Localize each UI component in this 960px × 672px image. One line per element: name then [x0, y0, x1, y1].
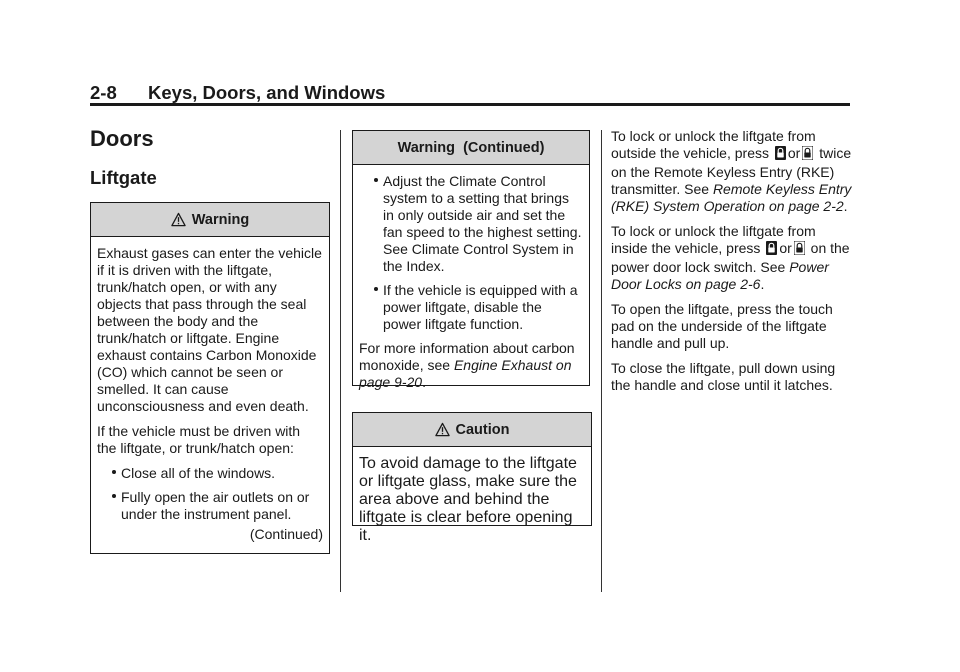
body-text: . [760, 276, 765, 292]
warning-bullet: Close all of the windows. [97, 465, 323, 482]
cross-reference-link[interactable]: Power Door Locks on page 2-6 [611, 259, 829, 292]
lock-icon [766, 241, 777, 259]
chapter-title: Keys, Doors, and Windows [148, 82, 386, 103]
cross-reference-link[interactable]: Engine Exhaust on page 9-20 [359, 357, 572, 390]
warning-continued-header: Warning (Continued) [353, 131, 589, 165]
body-paragraph [611, 128, 853, 215]
body-text: To lock or unlock the liftgate from inside the vehicle, press [611, 223, 816, 256]
caution-text: To avoid damage to the liftgate or liftgate glass, make sure the area above and behind the liftgate is clear before opening it. [359, 455, 577, 544]
warning-bullet: If the vehicle is equipped with a power liftgate, disable the power liftgate function. [359, 282, 583, 333]
info-end: . [422, 374, 426, 390]
body-text: To lock or unlock the liftgate from outside the vehicle, press [611, 128, 816, 161]
body-text: on the power door lock switch. See [611, 240, 850, 275]
caution-box-body [353, 447, 591, 557]
warning-paragraph: If the vehicle must be driven with the liftgate, or trunk/hatch open: [97, 423, 301, 456]
column-3 [611, 128, 853, 402]
cross-reference-link[interactable]: Remote Keyless Entry (RKE) System Operation on page 2-2 [611, 181, 852, 214]
unlock-icon [802, 146, 813, 164]
warning-box-body [91, 237, 329, 547]
caution-title: Caution [455, 422, 510, 438]
caution-box-header [353, 413, 591, 447]
warning-paragraph: Exhaust gases can enter the vehicle if it is driven with the liftgate, trunk/hatch open, or with any objects that pass through the seal between the body and the trunk/hatch or liftgate. Engine exhaust contains Carbon Monoxide (CO) which cannot be seen or smelled. It can cause unconsciousness and even death. [97, 245, 322, 414]
warning-box-header [91, 203, 329, 237]
body-paragraph: To close the liftgate, pull down using the handle and close until it latches. [611, 360, 836, 393]
unlock-icon [794, 241, 805, 259]
warning-continued-body [353, 165, 589, 403]
warning-title: Warning [191, 212, 250, 228]
column-divider [601, 130, 602, 592]
warning-bullet: Fully open the air outlets on or under the instrument panel. [97, 489, 323, 523]
column-2 [352, 130, 590, 390]
subsection-title: Liftgate [90, 167, 157, 188]
continued-label: (Continued) [249, 526, 323, 542]
warning-continued-box [352, 130, 590, 390]
or-text: or [779, 240, 792, 256]
warning-bullet-list [359, 173, 583, 333]
info-text: For more information about carbon monoxide, see [359, 340, 575, 373]
column-divider [340, 130, 341, 592]
page-number: 2-8 [90, 82, 117, 103]
body-text: . [843, 198, 848, 214]
caution-box [352, 412, 592, 544]
or-text: or [787, 145, 801, 161]
lock-icon [775, 146, 786, 164]
body-text: twice on the Remote Keyless Entry (RKE) transmitter. See [611, 145, 852, 197]
warning-bullet: Adjust the Climate Control system to a setting that brings in only outside air and set the fan speed to the highest setting. See Climate Control System in the Index. [359, 173, 583, 275]
warning-triangle-icon [171, 206, 186, 240]
body-paragraph: To open the liftgate, press the touch pad on the underside of the liftgate handle and pull up. [611, 301, 833, 351]
column-1 [90, 124, 330, 554]
warning-triangle-icon [435, 416, 450, 450]
section-title: Doors [90, 126, 154, 151]
warning-box [90, 202, 330, 554]
info-paragraph [359, 340, 583, 391]
body-paragraph [611, 223, 853, 293]
header-rule [90, 103, 850, 106]
warning-bullet-list [97, 465, 323, 523]
